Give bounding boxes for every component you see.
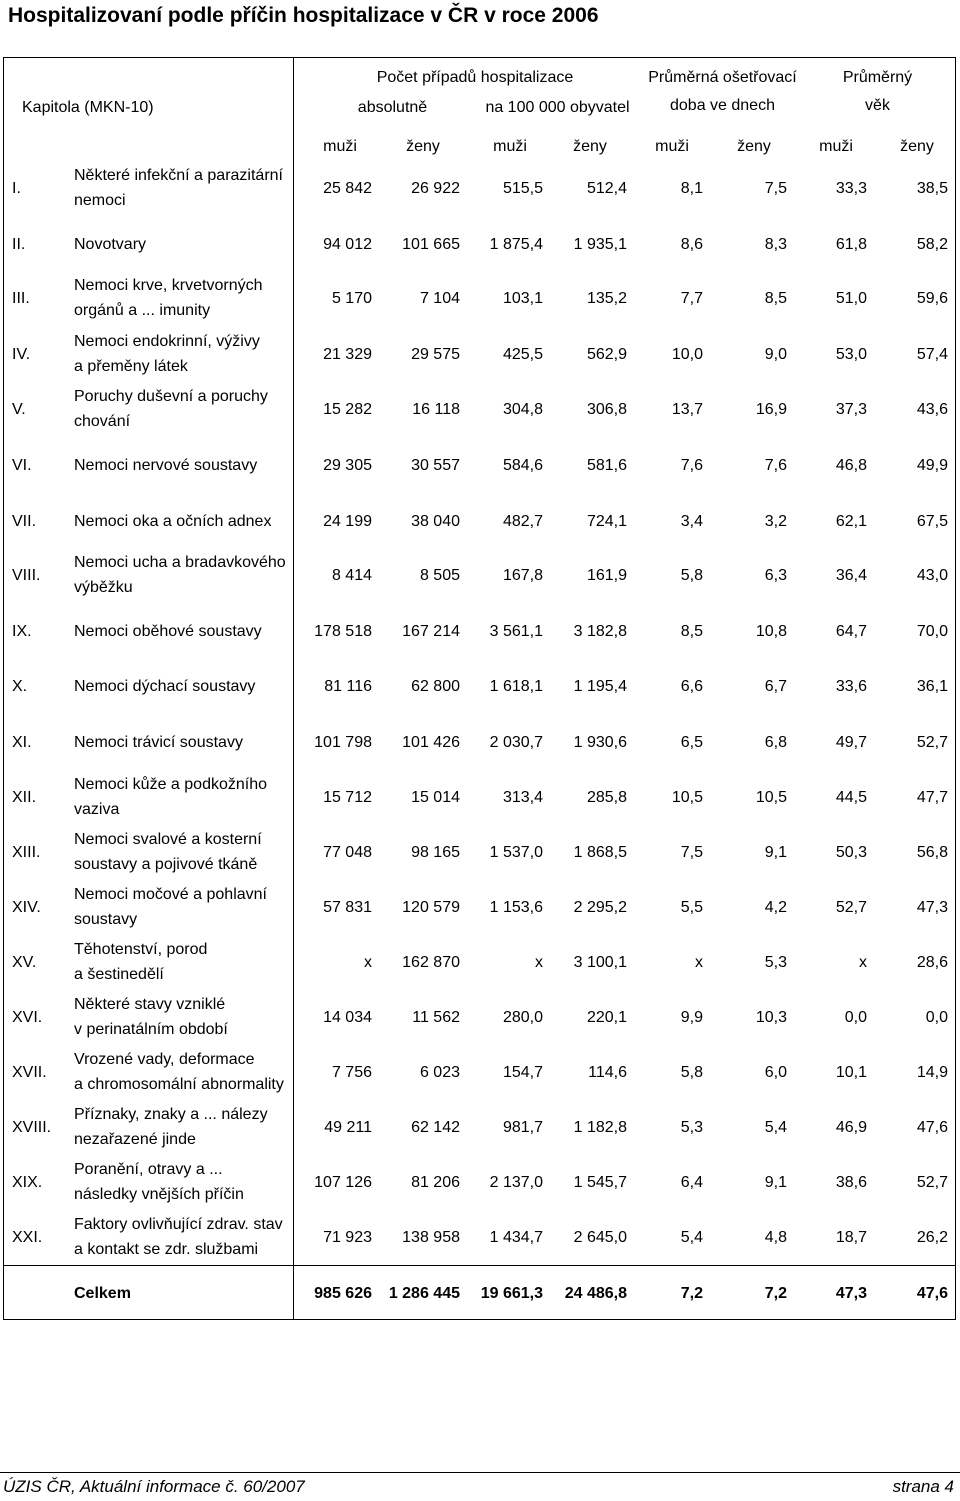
table-cell: 6,5: [680, 734, 703, 751]
table-cell: 5,8: [680, 567, 703, 584]
header-men: muži: [323, 138, 357, 155]
total-cell: 1 286 445: [388, 1285, 460, 1302]
table-cell: 8 505: [419, 567, 460, 584]
row-name-line2: v perinatálním období: [74, 1021, 228, 1038]
table-cell: 62,1: [835, 513, 867, 530]
table-cell: 6,3: [764, 567, 787, 584]
table-cell: 13,7: [671, 401, 703, 418]
table-cell: 47,3: [916, 899, 948, 916]
row-name-line1: Nemoci močové a pohlavní: [74, 886, 267, 903]
row-code: IX.: [12, 623, 32, 640]
table-cell: 6,7: [764, 678, 787, 695]
table-cell: 6,0: [764, 1064, 787, 1081]
table-cell: 3,2: [764, 513, 787, 530]
table-cell: 8,5: [680, 623, 703, 640]
row-code: VII.: [12, 513, 37, 530]
table-cell: 6,8: [764, 734, 787, 751]
table-cell: 9,9: [680, 1009, 703, 1026]
table-cell: 3 182,8: [573, 623, 627, 640]
table-cell: 10,8: [755, 623, 787, 640]
row-code: III.: [12, 290, 30, 307]
table-cell: 47,7: [916, 789, 948, 806]
table-cell: 1 875,4: [489, 236, 543, 253]
table-cell: 10,5: [671, 789, 703, 806]
table-cell: 56,8: [916, 844, 948, 861]
row-name-line1: Faktory ovlivňující zdrav. stav: [74, 1216, 283, 1233]
table-cell: 67,5: [916, 513, 948, 530]
row-name-line2: vaziva: [74, 801, 120, 818]
table-cell: 724,1: [586, 513, 627, 530]
table-cell: 167,8: [502, 567, 543, 584]
header-avg-care-1: Průměrná ošetřovací: [648, 69, 797, 86]
table-cell: 47,6: [916, 1119, 948, 1136]
table-cell: 43,0: [916, 567, 948, 584]
table-cell: 178 518: [314, 623, 372, 640]
table-cell: 58,2: [916, 236, 948, 253]
table-cell: 313,4: [502, 789, 543, 806]
table-cell: 6,4: [680, 1174, 703, 1191]
table-cell: 71 923: [323, 1229, 372, 1246]
table-cell: 33,6: [835, 678, 867, 695]
table-cell: 10,1: [835, 1064, 867, 1081]
table-cell: 7 756: [331, 1064, 372, 1081]
row-name-line2: soustavy a pojivové tkáně: [74, 856, 258, 873]
row-name-line1: Nemoci oka a očních adnex: [74, 513, 272, 530]
table-cell: 2 295,2: [573, 899, 627, 916]
table-cell: 9,1: [764, 844, 787, 861]
table-cell: 101 798: [314, 734, 372, 751]
table-cell: 280,0: [502, 1009, 543, 1026]
header-avg-age-2: věk: [865, 97, 890, 114]
table-cell: 38,5: [916, 180, 948, 197]
table-cell: 62 142: [411, 1119, 460, 1136]
total-cell: 19 661,3: [480, 1285, 543, 1302]
table-cell: 25 842: [323, 180, 372, 197]
table-cell: 49,7: [835, 734, 867, 751]
table-cell: 36,4: [835, 567, 867, 584]
row-name-line2: a kontakt se zdr. službami: [74, 1241, 259, 1258]
table-cell: 6 023: [419, 1064, 460, 1081]
total-label: Celkem: [74, 1285, 131, 1302]
table-cell: 1 434,7: [489, 1229, 543, 1246]
table-cell: 6,6: [680, 678, 703, 695]
header-avg-care-2: doba ve dnech: [670, 97, 775, 114]
row-code: VI.: [12, 457, 32, 474]
table-cell: 154,7: [502, 1064, 543, 1081]
table-cell: 2 645,0: [573, 1229, 627, 1246]
row-name-line2: následky vnějších příčin: [74, 1186, 244, 1203]
table-cell: 5,3: [764, 954, 787, 971]
table-cell: 49,9: [916, 457, 948, 474]
table-cell: 50,3: [835, 844, 867, 861]
row-name-line1: Nemoci endokrinní, výživy: [74, 333, 260, 350]
row-name-line1: Příznaky, znaky a ... nálezy: [74, 1106, 268, 1123]
table-cell: 5,5: [680, 899, 703, 916]
table-cell: 1 153,6: [489, 899, 543, 916]
header-women: ženy: [900, 138, 934, 155]
header-men: muži: [493, 138, 527, 155]
row-code: II.: [12, 236, 26, 253]
table-cell: 57,4: [916, 346, 948, 363]
table-cell: 981,7: [502, 1119, 543, 1136]
table-cell: 59,6: [916, 290, 948, 307]
row-name-line1: Těhotenství, porod: [74, 941, 208, 958]
row-name-line1: Nemoci trávicí soustavy: [74, 734, 243, 751]
table-cell: 94 012: [323, 236, 372, 253]
row-name-line2: chování: [74, 413, 131, 430]
row-code: XII.: [12, 789, 37, 806]
table-cell: 14 034: [323, 1009, 372, 1026]
table-cell: 77 048: [323, 844, 372, 861]
table-cell: 8,1: [680, 180, 703, 197]
header-chapter: Kapitola (MKN-10): [22, 99, 154, 116]
table-cell: 162 870: [402, 954, 460, 971]
table-cell: 46,8: [835, 457, 867, 474]
row-code: XIV.: [12, 899, 41, 916]
table-cell: 28,6: [916, 954, 948, 971]
row-name-line1: Některé stavy vzniklé: [74, 996, 226, 1013]
table-cell: 11 562: [412, 1009, 460, 1026]
total-cell: 985 626: [314, 1285, 372, 1302]
header-women: ženy: [406, 138, 440, 155]
table-cell: 53,0: [835, 346, 867, 363]
header-cases: Počet případů hospitalizace: [376, 69, 574, 86]
table-cell: x: [364, 954, 372, 971]
table-cell: 285,8: [586, 789, 627, 806]
row-name-line1: Poruchy duševní a poruchy: [74, 388, 268, 405]
total-cell: 47,6: [916, 1285, 948, 1302]
table-cell: 0,0: [844, 1009, 867, 1026]
table-cell: 9,1: [764, 1174, 787, 1191]
table-cell: 138 958: [402, 1229, 460, 1246]
row-name-line2: výběžku: [74, 579, 133, 596]
page-title: Hospitalizovaní podle příčin hospitalizace v ČR v roce 2006: [8, 4, 599, 27]
row-name-line2: a přeměny látek: [74, 358, 188, 375]
table-cell: 7,5: [680, 844, 703, 861]
table-cell: 49 211: [324, 1119, 372, 1136]
table-cell: 15 014: [411, 789, 460, 806]
table-cell: 30 557: [411, 457, 460, 474]
table-cell: 24 199: [323, 513, 372, 530]
table-cell: 1 868,5: [573, 844, 627, 861]
table-cell: 1 545,7: [573, 1174, 627, 1191]
row-code: XV.: [12, 954, 37, 971]
table-cell: 5,8: [680, 1064, 703, 1081]
row-name-line2: nezařazené jinde: [74, 1131, 196, 1148]
table-cell: 51,0: [835, 290, 867, 307]
table-cell: 52,7: [835, 899, 867, 916]
table-cell: 0,0: [925, 1009, 948, 1026]
table-cell: 4,8: [764, 1229, 787, 1246]
header-women: ženy: [737, 138, 771, 155]
footer-rule: [0, 1472, 960, 1473]
table-cell: 61,8: [835, 236, 867, 253]
total-cell: 7,2: [680, 1285, 703, 1302]
row-code: X.: [12, 678, 28, 695]
row-name-line1: Novotvary: [74, 236, 147, 253]
table-cell: 26,2: [916, 1229, 948, 1246]
table-cell: 1 195,4: [573, 678, 627, 695]
row-name-line2: soustavy: [74, 911, 138, 928]
total-cell: 7,2: [764, 1285, 787, 1302]
header-avg-age-1: Průměrný: [842, 69, 913, 86]
table-cell: 9,0: [764, 346, 787, 363]
table-cell: 10,0: [671, 346, 703, 363]
table-cell: 44,5: [835, 789, 867, 806]
header-per100k: na 100 000 obyvatel: [485, 99, 630, 116]
table-cell: 98 165: [411, 844, 460, 861]
row-code: XXI.: [12, 1229, 43, 1246]
table-cell: 14,9: [916, 1064, 948, 1081]
table-cell: 18,7: [835, 1229, 867, 1246]
table-cell: 515,5: [502, 180, 543, 197]
table-cell: 101 426: [402, 734, 460, 751]
table-cell: 7 104: [419, 290, 460, 307]
table-cell: 70,0: [916, 623, 948, 640]
table-cell: 101 665: [402, 236, 460, 253]
table-cell: 135,2: [586, 290, 627, 307]
row-code: VIII.: [12, 567, 41, 584]
total-divider: [3, 1265, 956, 1266]
table-cell: 306,8: [586, 401, 627, 418]
table-cell: 1 618,1: [489, 678, 543, 695]
table-cell: 3 561,1: [489, 623, 543, 640]
table-cell: 81 116: [324, 678, 372, 695]
row-code: V.: [12, 401, 26, 418]
table-cell: 15 712: [323, 789, 372, 806]
table-cell: 15 282: [323, 401, 372, 418]
table-cell: 5,4: [680, 1229, 703, 1246]
table-cell: 3 100,1: [573, 954, 627, 971]
row-name-line1: Nemoci krve, krvetvorných: [74, 277, 263, 294]
table-cell: 33,3: [835, 180, 867, 197]
row-code: XVIII.: [12, 1119, 52, 1136]
table-cell: 8,5: [764, 290, 787, 307]
row-code: XVII.: [12, 1064, 47, 1081]
table-cell: 4,2: [764, 899, 787, 916]
table-cell: 103,1: [502, 290, 543, 307]
table-cell: 10,3: [755, 1009, 787, 1026]
row-name-line2: orgánů a ... imunity: [74, 302, 211, 319]
row-code: XI.: [12, 734, 32, 751]
footer-source: ÚZIS ČR, Aktuální informace č. 60/2007: [3, 1477, 305, 1496]
table-cell: 57 831: [323, 899, 372, 916]
table-cell: 114,6: [588, 1064, 627, 1081]
table-cell: 16 118: [412, 401, 460, 418]
total-cell: 24 486,8: [564, 1285, 627, 1302]
table-cell: 7,6: [764, 457, 787, 474]
table-cell: 64,7: [835, 623, 867, 640]
table-cell: 220,1: [586, 1009, 627, 1026]
table-cell: 161,9: [586, 567, 627, 584]
row-name-line2: a šestinedělí: [74, 966, 164, 983]
table-cell: 5,3: [680, 1119, 703, 1136]
table-cell: 5 170: [331, 290, 372, 307]
row-name-line1: Nemoci kůže a podkožního: [74, 776, 267, 793]
row-name-line1: Nemoci oběhové soustavy: [74, 623, 262, 640]
row-name-line1: Nemoci ucha a bradavkového: [74, 554, 286, 571]
row-name-line1: Některé infekční a parazitární: [74, 167, 283, 184]
table-cell: 1 935,1: [573, 236, 627, 253]
table-cell: 107 126: [314, 1174, 372, 1191]
table-cell: 8,6: [680, 236, 703, 253]
table-cell: 584,6: [502, 457, 543, 474]
table-cell: 37,3: [835, 401, 867, 418]
table-cell: 52,7: [916, 734, 948, 751]
header-women: ženy: [573, 138, 607, 155]
table-cell: 10,5: [755, 789, 787, 806]
header-men: muži: [655, 138, 689, 155]
total-cell: 47,3: [835, 1285, 867, 1302]
table-cell: 581,6: [586, 457, 627, 474]
table-cell: 8 414: [331, 567, 372, 584]
table-cell: 425,5: [502, 346, 543, 363]
row-name-line1: Nemoci svalové a kosterní: [74, 831, 262, 848]
table-cell: 7,5: [764, 180, 787, 197]
table-cell: 5,4: [764, 1119, 787, 1136]
table-cell: 7,6: [680, 457, 703, 474]
table-cell: 7,7: [680, 290, 703, 307]
table-cell: 1 182,8: [573, 1119, 627, 1136]
table-cell: 2 137,0: [489, 1174, 543, 1191]
row-name-line1: Nemoci nervové soustavy: [74, 457, 258, 474]
table-cell: 36,1: [916, 678, 948, 695]
row-name-line2: nemoci: [74, 192, 126, 209]
row-name-line1: Vrozené vady, deformace: [74, 1051, 255, 1068]
table-cell: x: [535, 954, 543, 971]
table-cell: 120 579: [402, 899, 460, 916]
table-cell: 304,8: [502, 401, 543, 418]
table-cell: 482,7: [502, 513, 543, 530]
table-cell: 2 030,7: [489, 734, 543, 751]
header-absolute: absolutně: [357, 99, 428, 116]
table-cell: 62 800: [411, 678, 460, 695]
row-name-line1: Poranění, otravy a ...: [74, 1161, 223, 1178]
table-cell: 46,9: [835, 1119, 867, 1136]
table-cell: 38,6: [835, 1174, 867, 1191]
table-cell: 29 575: [411, 346, 460, 363]
table-cell: 43,6: [916, 401, 948, 418]
table-cell: 8,3: [764, 236, 787, 253]
table-cell: 81 206: [411, 1174, 460, 1191]
table-cell: 52,7: [916, 1174, 948, 1191]
row-code: IV.: [12, 346, 31, 363]
table-cell: 38 040: [411, 513, 460, 530]
row-code: XIII.: [12, 844, 41, 861]
row-code: XIX.: [12, 1174, 43, 1191]
table-cell: 512,4: [586, 180, 627, 197]
table-cell: 29 305: [323, 457, 372, 474]
table-cell: 26 922: [411, 180, 460, 197]
table-cell: x: [695, 954, 703, 971]
table-cell: 21 329: [323, 346, 372, 363]
table-cell: 1 537,0: [489, 844, 543, 861]
table-cell: 562,9: [586, 346, 627, 363]
row-name-line1: Nemoci dýchací soustavy: [74, 678, 256, 695]
table-cell: 167 214: [402, 623, 460, 640]
table-cell: 1 930,6: [573, 734, 627, 751]
header-men: muži: [819, 138, 853, 155]
table-cell: 3,4: [680, 513, 703, 530]
table-cell: x: [859, 954, 867, 971]
footer-page: strana 4: [892, 1477, 954, 1496]
row-code: XVI.: [12, 1009, 43, 1026]
row-name-line2: a chromosomální abnormality: [74, 1076, 284, 1093]
row-code: I.: [12, 180, 21, 197]
table-cell: 16,9: [755, 401, 787, 418]
